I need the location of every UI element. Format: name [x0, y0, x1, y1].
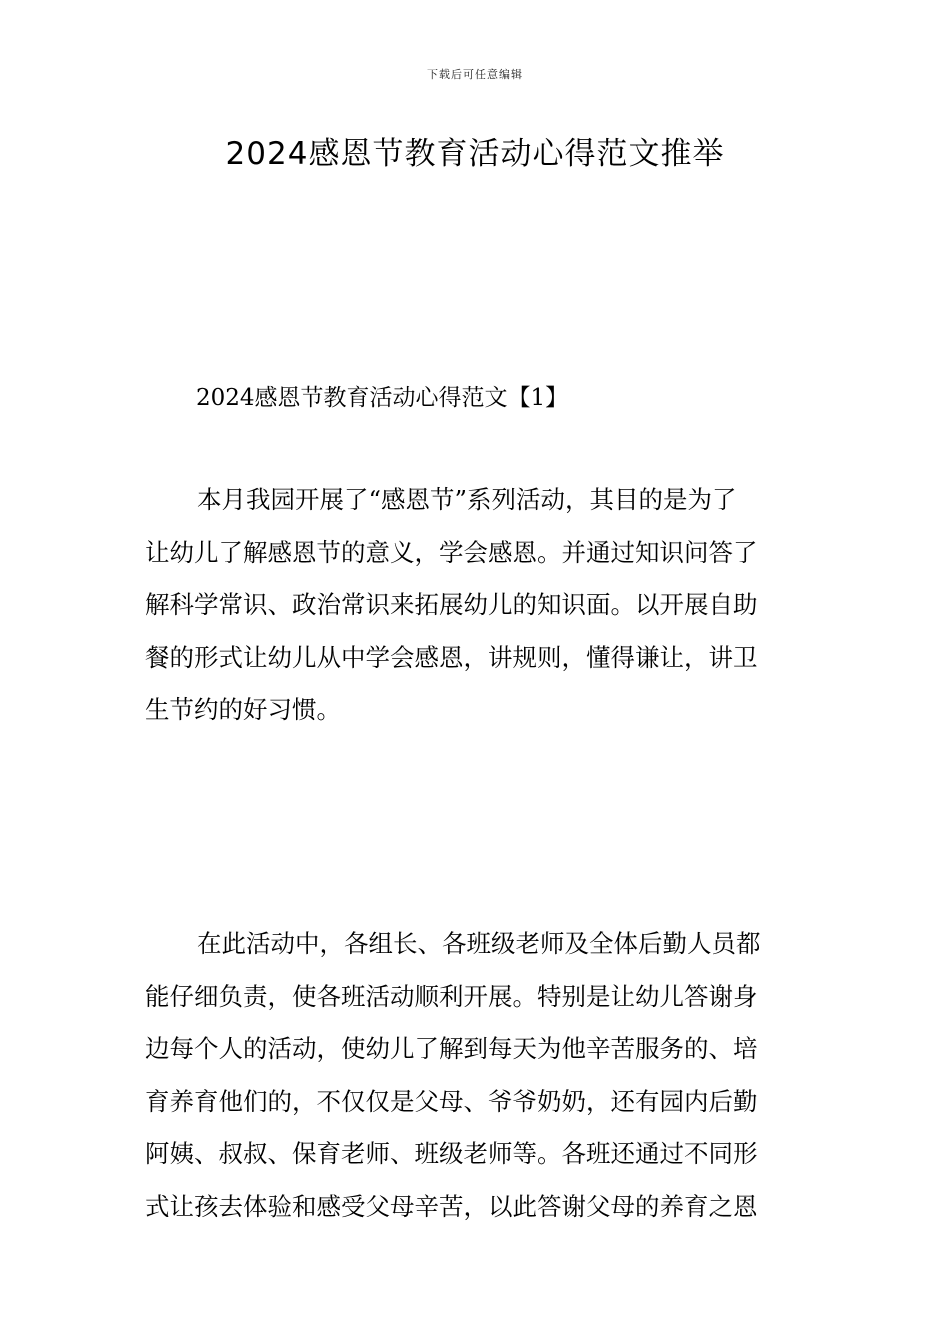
paragraph-line: 式让孩去体验和感受父母辛苦，以此答谢父母的养育之恩 [145, 1191, 758, 1221]
paragraph-line: 本月我园开展了“感恩节”系列活动，其目的是为了 [197, 485, 737, 514]
paragraph-line: 生节约的好习惯。 [145, 695, 341, 724]
paragraph-line: 育养育他们的，不仅仅是父母、爷爷奶奶，还有园内后勤 [145, 1086, 758, 1116]
header-note: 下载后可任意编辑 [427, 68, 523, 81]
paragraph-line: 解科学常识、政治常识来拓展幼儿的知识面。以开展自助 [145, 590, 758, 619]
paragraph-line: 在此活动中，各组长、各班级老师及全体后勤人员都 [197, 929, 761, 958]
paragraph-line: 边每个人的活动，使幼儿了解到每天为他辛苦服务的、培 [145, 1034, 758, 1063]
paragraph-line: 让幼儿了解感恩节的意义，学会感恩。并通过知识问答了 [145, 537, 758, 567]
paragraph-line: 阿姨、叔叔、保育老师、班级老师等。各班还通过不同形 [145, 1139, 758, 1168]
section-heading: 2024感恩节教育活动心得范文【1】 [196, 385, 569, 411]
paragraph-2 [145, 918, 810, 1233]
paragraph-line: 餐的形式让幼儿从中学会感恩，讲规则，懂得谦让，讲卫 [145, 642, 758, 672]
paragraph-line: 能仔细负责，使各班活动顺利开展。特别是让幼儿答谢身 [145, 981, 758, 1011]
page-title: 2024感恩节教育活动心得范文推举 [225, 136, 725, 172]
paragraph-1 [145, 474, 810, 737]
